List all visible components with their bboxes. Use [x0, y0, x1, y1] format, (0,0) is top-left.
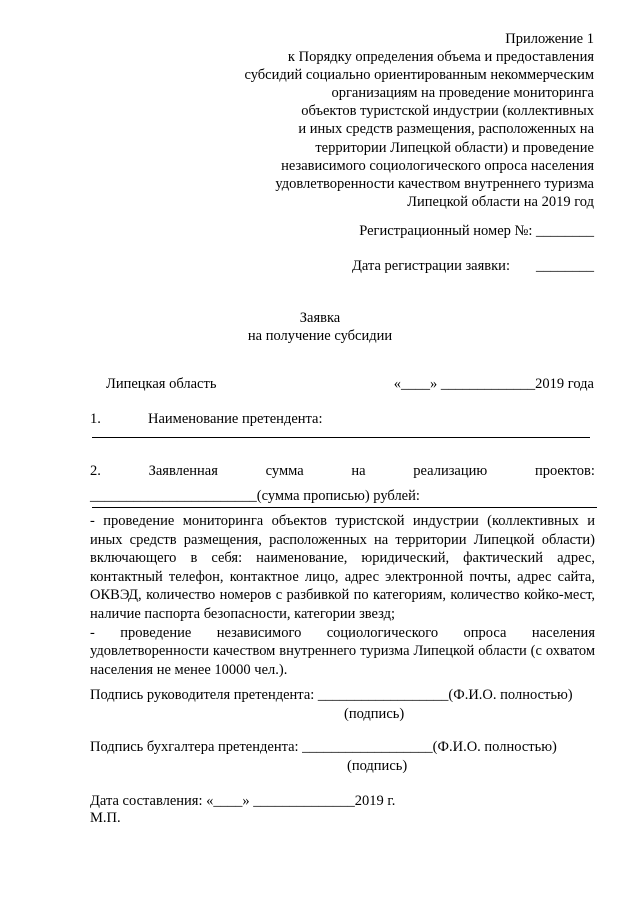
appendix-header: [244, 30, 594, 211]
project-bullet-survey: - проведение независимого социологического опроса населения удовлетворенности качеством внутреннего туризма Липецкой области (с охватом населения не менее 10000 чел.).: [90, 624, 595, 678]
item2-word: сумма: [265, 463, 304, 479]
accountant-signature: Подпись бухгалтера претендента: __________________(Ф.И.О. полностью): [90, 739, 557, 755]
appendix-line: объектов туристской индустрии (коллективных: [301, 103, 594, 120]
appendix-line: независимого социологического опроса населения: [281, 157, 594, 174]
appendix-line: к Порядку определения объема и предоставления: [287, 49, 594, 66]
item2-word: Заявленная: [148, 463, 218, 479]
registration-date-label: Дата регистрации заявки:: [352, 258, 510, 274]
projects-description: [90, 512, 595, 679]
item1-number: 1.: [90, 411, 101, 427]
amount-underline: [92, 507, 597, 508]
appendix-line: организациям на проведение мониторинга: [331, 85, 594, 102]
appendix-line: Приложение 1: [505, 31, 594, 47]
appendix-line: территории Липецкой области) и проведение: [315, 139, 594, 156]
region-name: Липецкая область: [106, 376, 217, 392]
appendix-line: и иных средств размещения, расположенных на: [298, 121, 594, 138]
compilation-date: Дата составления: «____» ______________2019 г.: [90, 793, 396, 809]
registration-date-blank: ________: [536, 258, 594, 274]
application-date: «____» _____________2019 года: [393, 376, 594, 392]
item1-label: Наименование претендента:: [148, 411, 323, 427]
form-title: Заявка: [299, 310, 341, 326]
registration-number: Регистрационный номер №: ________: [359, 223, 594, 239]
project-bullet-monitoring: - проведение мониторинга объектов туристской индустрии (коллективных и иных средств размещения, расположенных на территории Липецкой области) включающего в себя: наименование, юридический, фактический адрес, контактный телефон, контактное лицо, адрес электронной почты, адрес сайта, ОКВЭД, количество номеров с разбивкой по категориям, количество койко-мест, наличие паспорта безопасности, категории звезд;: [90, 513, 595, 622]
item2-line: [90, 462, 595, 480]
accountant-signature-caption: (подпись): [347, 758, 408, 774]
appendix-line: субсидий социально ориентированным некоммерческим: [244, 67, 594, 84]
applicant-name-line: [92, 437, 590, 438]
item2-word: на: [351, 463, 366, 479]
amount-line: _______________________(сумма прописью) рублей:: [90, 488, 420, 504]
item2-number: 2.: [90, 463, 101, 479]
item2-word: проектов:: [534, 463, 595, 479]
head-signature-caption: (подпись): [344, 706, 405, 722]
form-subtitle: на получение субсидии: [247, 328, 393, 344]
appendix-line: удовлетворенности качеством внутреннего туризма: [275, 175, 594, 192]
item2-word: реализацию: [413, 463, 488, 479]
head-signature: Подпись руководителя претендента: __________________(Ф.И.О. полностью): [90, 687, 573, 703]
appendix-line: Липецкой области на 2019 год: [407, 193, 594, 210]
stamp-placeholder: М.П.: [90, 810, 121, 826]
